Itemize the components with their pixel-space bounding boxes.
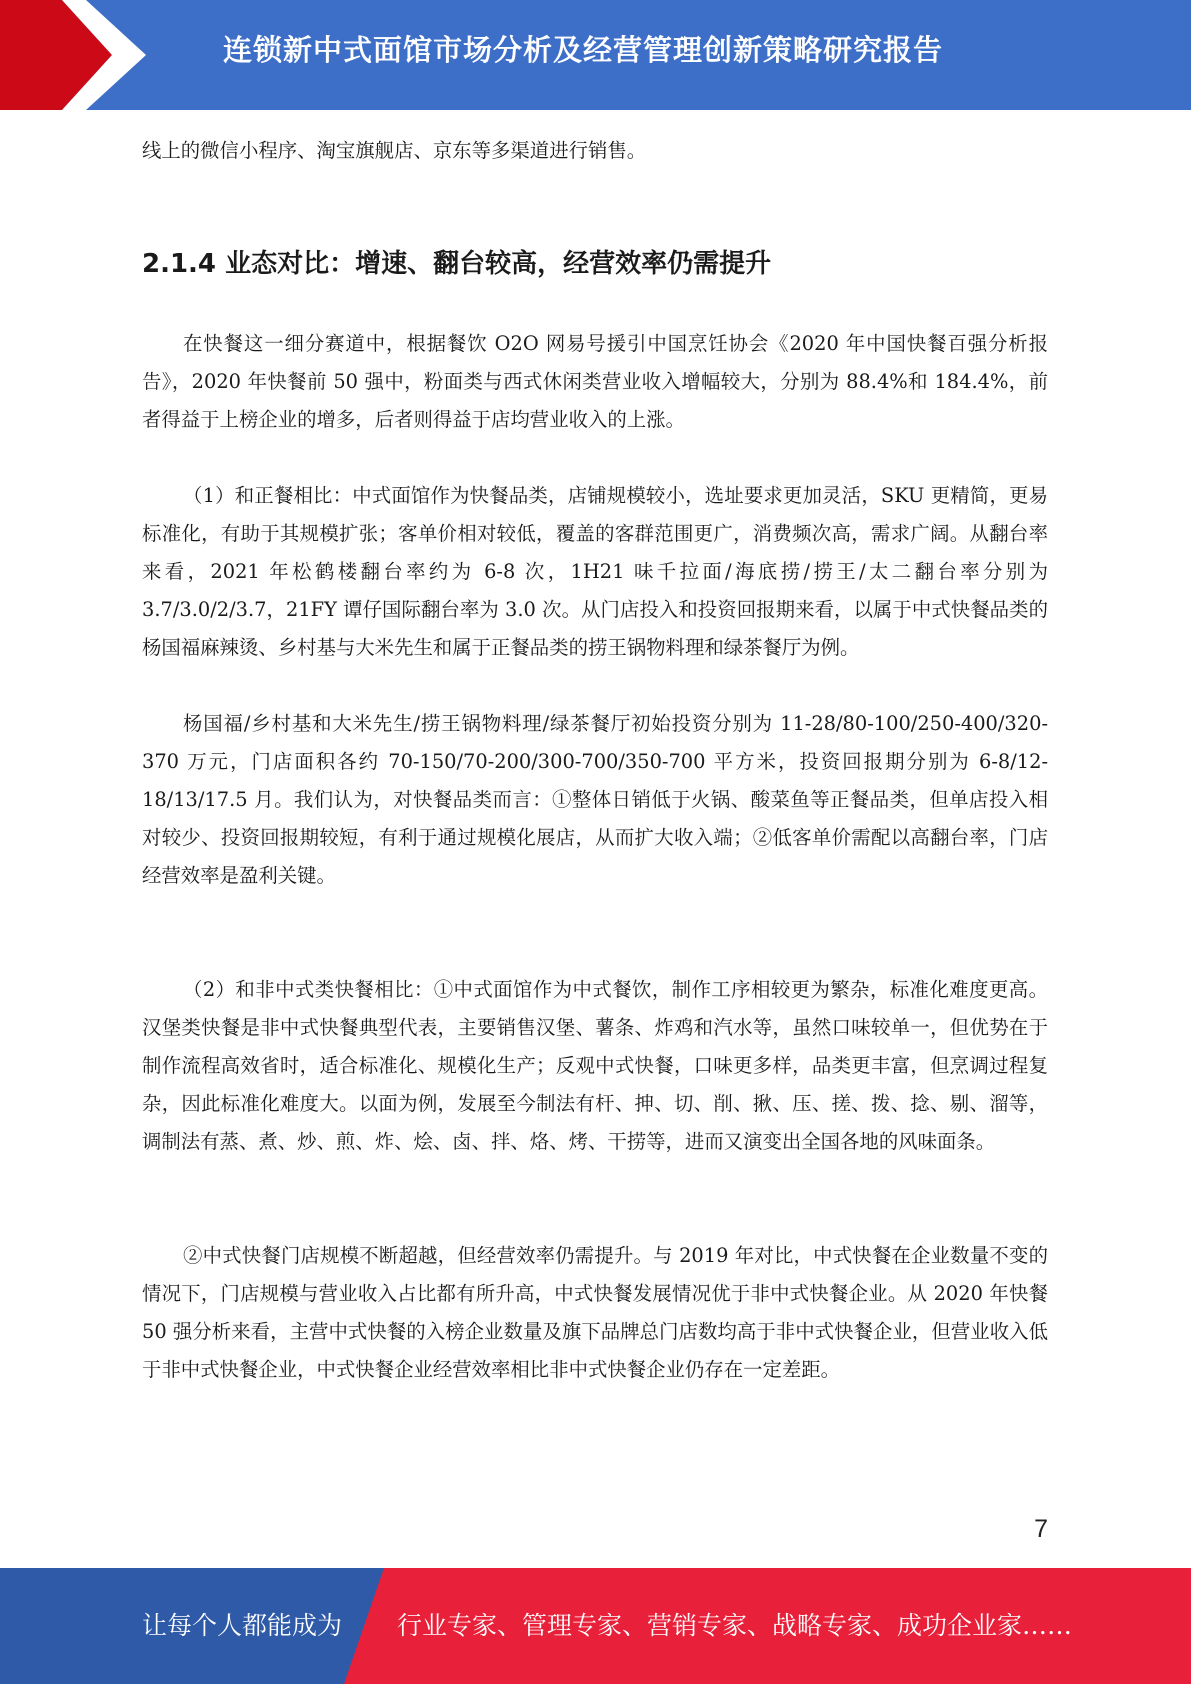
page-number: 7 <box>1034 1515 1048 1543</box>
header-arrow-decoration <box>0 0 170 110</box>
footer-slogan-right: 行业专家、管理专家、营销专家、战略专家、成功企业家…… <box>397 1611 1073 1640</box>
footer-banner <box>0 1568 1191 1684</box>
footer-slogan-left: 让每个人都能成为 <box>142 1611 343 1640</box>
header-title: 连锁新中式面馆市场分析及经营管理创新策略研究报告 <box>223 33 944 67</box>
section-heading: 2.1.4 业态对比：增速、翻台较高，经营效率仍需提升 <box>142 249 772 279</box>
header-banner <box>0 0 1191 110</box>
paragraph-4: （2）和非中式类快餐相比：①中式面馆作为中式餐饮，制作工序相较更为繁杂，标准化难度更高。汉堡类快餐是非中式快餐典型代表，主要销售汉堡、薯条、炸鸡和汽水等，虽然口味较单一，但优势在于制作流程高效省时，适合标准化、规模化生产；反观中式快餐，口味更多样，品类更丰富，但烹调过程复杂，因此标准化难度大。以面为例，发展至今制法有杆、抻、切、削、揪、压、搓、拨、捻、剔、溜等，调制法有蒸、煮、炒、煎、炸、烩、卤、拌、烙、烤、干捞等，进而又演变出全国各地的风味面条。 <box>142 978 1048 1153</box>
paragraph-1: 在快餐这一细分赛道中，根据餐饮 O2O 网易号援引中国烹饪协会《2020 年中国快餐百强分析报告》，2020 年快餐前 50 强中，粉面类与西式休闲类营业收入增幅较大，分别为 88.4%和 184.4%，前者得益于上榜企业的增多，后者则得益于店均营业收入的上涨。 <box>142 332 1048 431</box>
paragraph-5: ②中式快餐门店规模不断超越，但经营效率仍需提升。与 2019 年对比，中式快餐在企业数量不变的情况下，门店规模与营业收入占比都有所升高，中式快餐发展情况优于非中式快餐企业。从 2020 年快餐 50 强分析来看，主营中式快餐的入榜企业数量及旗下品牌总门店数均高于非中式快餐企业，但营业收入低于非中式快餐企业，中式快餐企业经营效率相比非中式快餐企业仍存在一定差距。 <box>142 1244 1048 1381</box>
intro-line: 线上的微信小程序、淘宝旗舰店、京东等多渠道进行销售。 <box>142 139 647 162</box>
paragraph-3: 杨国福/乡村基和大米先生/捞王锅物料理/绿茶餐厅初始投资分别为 11-28/80-100/250-400/320-370 万元，门店面积各约 70-150/70-200/300-700/350-700 平方米，投资回报期分别为 6-8/12-18/13/17.5 月。我们认为，对快餐品类而言：①整体日销低于火锅、酸菜鱼等正餐品类，但单店投入相对较少、投资回报期较短，有利于通过规模化展店，从而扩大收入端；②低客单价需配以高翻台率，门店经营效率是盈利关键。 <box>142 712 1048 887</box>
paragraph-2: （1）和正餐相比：中式面馆作为快餐品类，店铺规模较小，选址要求更加灵活，SKU 更精简，更易标准化，有助于其规模扩张；客单价相对较低，覆盖的客群范围更广，消费频次高，需求广阔。从翻台率来看，2021 年松鹤楼翻台率约为 6-8 次，1H21 味千拉面/海底捞/捞王/太二翻台率分别为 3.7/3.0/2/3.7，21FY 谭仔国际翻台率为 3.0 次。从门店投入和投资回报期来看，以属于中式快餐品类的杨国福麻辣烫、乡村基与大米先生和属于正餐品类的捞王锅物料理和绿茶餐厅为例。 <box>142 484 1048 659</box>
